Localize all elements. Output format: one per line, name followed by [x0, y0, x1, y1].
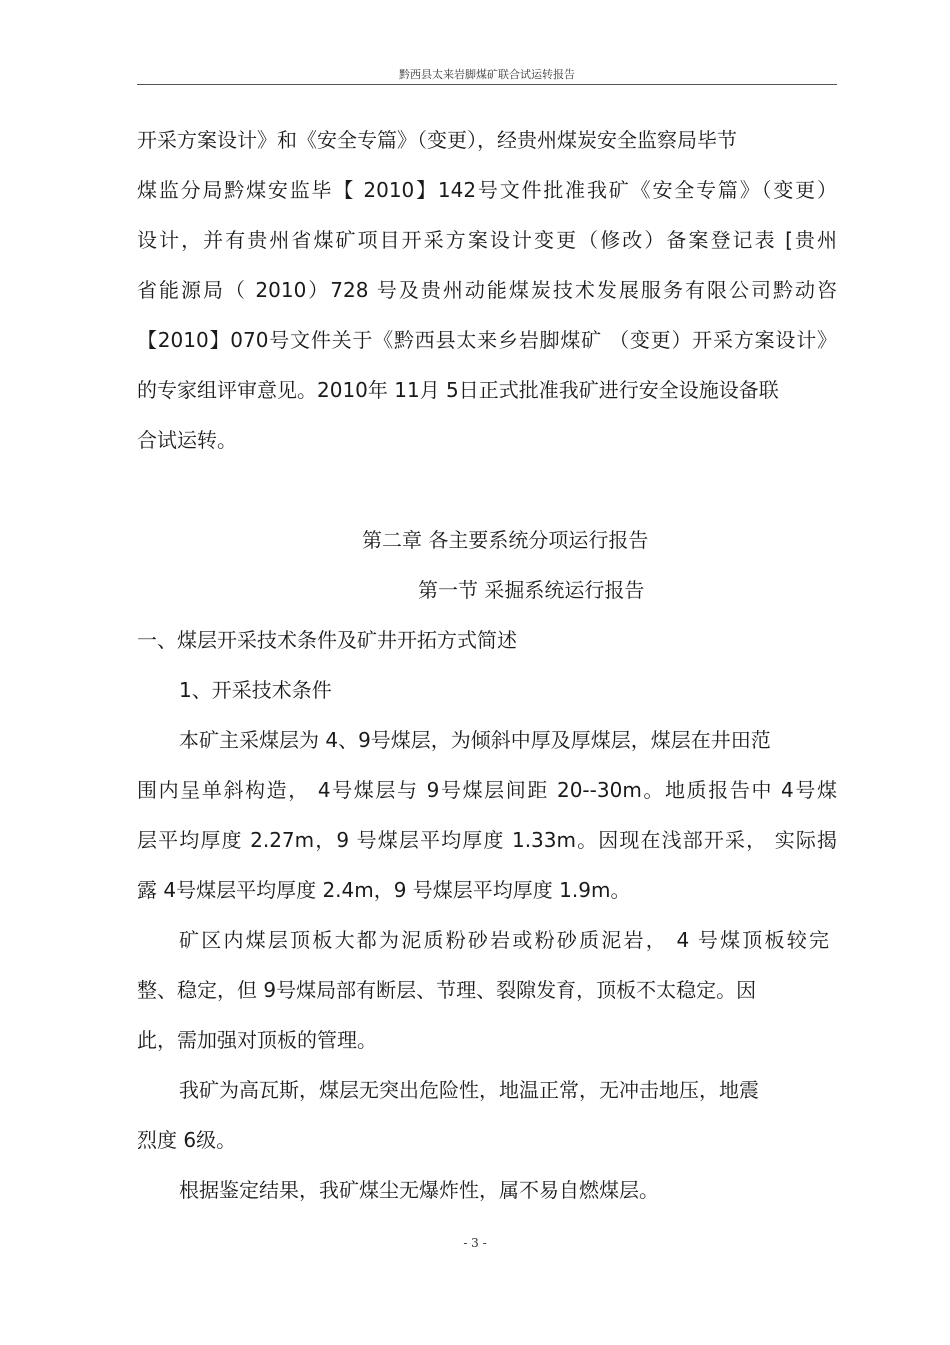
paragraph-line: 省能源局（ 2010）728 号及贵州动能煤炭技术发展服务有限公司黔动咨 [137, 278, 837, 302]
paragraph-line: 设计，并有贵州省煤矿项目开采方案设计变更（修改）备案登记表 [贵州 [137, 228, 837, 252]
heading-level-2: 1、开采技术条件 [179, 678, 332, 702]
paragraph-line: 烈度 6级。 [137, 1128, 237, 1152]
paragraph-line: 露 4号煤层平均厚度 2.4m，9 号煤层平均厚度 1.9m。 [137, 878, 631, 902]
running-header: 黔西县太来岩脚煤矿联合试运转报告 [399, 68, 575, 81]
paragraph-line: 层平均厚度 2.27m，9 号煤层平均厚度 1.33m。因现在浅部开采， 实际揭 [137, 828, 837, 852]
paragraph-line: 根据鉴定结果，我矿煤尘无爆炸性，属不易自燃煤层。 [179, 1178, 659, 1202]
paragraph-line: 【2010】070号文件关于《黔西县太来乡岩脚煤矿 （变更）开采方案设计》 [137, 328, 837, 352]
chapter-title: 第二章 各主要系统分项运行报告 [362, 528, 649, 552]
paragraph-line: 本矿主采煤层为 4、9号煤层，为倾斜中厚及厚煤层，煤层在井田范 [179, 728, 771, 752]
paragraph-line: 整、稳定，但 9号煤局部有断层、节理、裂隙发育，顶板不太稳定。因 [137, 978, 757, 1002]
page-number: - 3 - [463, 1236, 487, 1250]
paragraph-line: 的专家组评审意见。2010年 11月 5日正式批准我矿进行安全设施设备联 [137, 378, 779, 402]
paragraph-line: 开采方案设计》和《安全专篇》（变更），经贵州煤炭安全监察局毕节 [137, 128, 737, 152]
section-title: 第一节 采掘系统运行报告 [418, 578, 645, 602]
paragraph-line: 矿区内煤层顶板大都为泥质粉砂岩或粉砂质泥岩， 4 号煤顶板较完 [179, 928, 829, 952]
paragraph-line: 合试运转。 [137, 428, 237, 452]
paragraph-line: 此，需加强对顶板的管理。 [137, 1028, 377, 1052]
header-rule [137, 84, 837, 85]
paragraph-line: 围内呈单斜构造， 4号煤层与 9号煤层间距 20--30m。地质报告中 4号煤 [137, 778, 837, 802]
paragraph-line: 我矿为高瓦斯，煤层无突出危险性，地温正常，无冲击地压，地震 [179, 1078, 759, 1102]
heading-level-1: 一、煤层开采技术条件及矿井开拓方式简述 [137, 628, 517, 652]
paragraph-line: 煤监分局黔煤安监毕【 2010】142号文件批准我矿《安全专篇》（变更） [137, 178, 837, 202]
